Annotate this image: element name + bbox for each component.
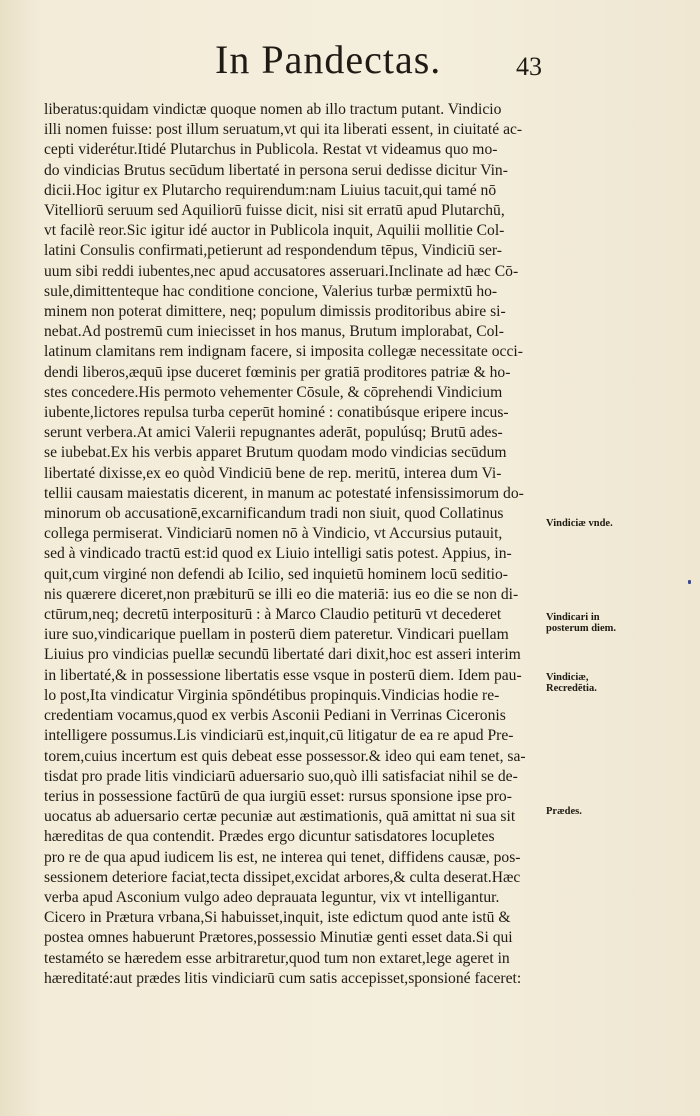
text-line: dicii.Hoc igitur ex Plutarcho requirendum:nam Liuius tacuit,qui tamé nō — [44, 181, 497, 199]
text-line: liberatus:quidam vindictæ quoque nomen ab illo tractum putant. Vindicio — [44, 101, 502, 118]
text-line: uocatus ab aduersario certæ pecuniæ aut æstimationis, quā amittat ni sua sit — [44, 808, 516, 826]
text-line: quit,cum virginé non defendi ab Icilio, sed inquietū hominem locū seditio- — [44, 565, 508, 583]
text-line: ctūrum,neq; decretū interpositurū : à Marco Claudio petiturū vt decederet — [44, 606, 502, 624]
text-line: sed à vindicado tractū est:id quod ex Liuio intelligi satis potest. Appius, in- — [44, 545, 512, 563]
text-line: iure suo,vindicarique puellam in posterū diem pateretur. Vindicari puellam — [44, 626, 509, 644]
text-line: latinum clamitans rem indignam facere, si imposita collegæ necessitate occi- — [44, 343, 523, 361]
text-line: minorum ob accusationē,excarnificandum tradi non siuit, quod Collatinus — [44, 505, 504, 523]
text-line: nis quærere diceret,non præbiturū se illi eo die materiā: ius eo die se non di- — [44, 585, 519, 603]
text-line: Cicero in Prætura vrbana,Si habuisset,inquit, iste edictum quod ante istū & — [44, 909, 511, 927]
text-line: iubente,lictores repulsa turba ceperūt hominé : conatibúsque eripere incus- — [44, 404, 509, 422]
text-line: postea omnes habuerunt Prætores,possessio Minutiæ genti esset data.Si qui — [44, 929, 513, 947]
text-line: vt facilè reor.Sic igitur idé auctor in Publicola inquit, Aquilii mollitie Col- — [44, 222, 505, 240]
text-line: hæreditas de qua contendit. Prædes ergo dicuntur satisdatores locupletes — [44, 828, 495, 846]
running-head-title: In Pandectas. — [215, 37, 442, 82]
text-line: cepti viderétur.Itidé Plutarchus in Publicola. Restat vt videamus quo mo- — [44, 141, 498, 159]
text-line: pro re de qua apud iudicem lis est, ne interea qui tenet, diffidens causæ, pos- — [44, 848, 521, 866]
text-line: latini Consulis confirmati,petierunt ad respondendum tēpus, Vindiciū ser- — [44, 242, 502, 260]
text-line: tellii causam maiestatis dicerent, in manum ac potestaté infensissimorum do- — [44, 484, 524, 502]
text-line: collega permiserat. Vindiciarū nomen nō à Vindicio, vt Accursius putauit, — [44, 525, 503, 543]
text-line: serunt verbera.At amici Valerii repugnantes aderāt, populúsq; Brutū ades- — [44, 424, 503, 442]
text-line: in libertaté,& in possessione libertatis esse vsque in posterū diem. Idem pau- — [44, 666, 522, 684]
text-line: terius in possessione factūrū de qua iurgiū esset: rursus sponsione ipse pro- — [44, 787, 512, 805]
text-line: sule,dimittenteque hac conditione concione, Valerius turbæ permixtū ho- — [44, 282, 498, 300]
text-line: nebat.Ad postremū cum iniecisset in hos manus, Brutum implorabat, Col- — [44, 323, 504, 341]
text-line: libertaté dixisse,ex eo quòd Vindiciū bene de rep. meritū, interea dum Vi- — [44, 464, 502, 482]
page-number: 43 — [516, 52, 542, 81]
text-line: minem non poterat dimittere, neq; populum dimissis proditoribus abire si- — [44, 303, 506, 321]
text-line: sessionem deteriore faciat,tecta dissipet,excidat arbores,& culta deserat.Hæc — [44, 868, 521, 886]
margin-note: Vindiciæ vnde. — [546, 518, 613, 529]
ink-speck — [688, 580, 691, 584]
text-line: testaméto se hæredem esse arbitraretur,quod tum non extaret,lege ageret in — [44, 949, 510, 967]
text-line: stes concedere.His permoto vehementer Cōsule, & cōprehendi Vindicium — [44, 383, 503, 401]
margin-note: Prædes. — [546, 806, 582, 817]
text-line: intelligere possumus.Lis vindiciarū est,inquit,cū litigatur de ea re apud Pre- — [44, 727, 514, 745]
text-line: hæreditaté:aut prædes litis vindiciarū cum satis accepisset,sponsioné faceret: — [44, 969, 522, 987]
margin-note: Vindicari in posterum diem. — [546, 612, 616, 634]
text-line: illi nomen fuisse: post illum seruatum,vt qui ita liberati essent, in ciuitaté ac- — [44, 121, 523, 139]
text-line: lo post,Ita vindicatur Virginia spōndétibus propinquis.Vindicias hodie re- — [44, 686, 500, 704]
text-line: dendi liberos,æquū ipse duceret fœminis per gratiā proditores patriæ & ho- — [44, 363, 511, 381]
text-line: credentiam vocamus,quod ex verbis Asconii Pediani in Verrinas Ciceronis — [44, 707, 506, 725]
margin-note: Vindiciæ, Recredētia. — [546, 672, 597, 694]
body-text-column — [44, 100, 544, 989]
text-line: tisdat pro prade litis vindiciarū aduersario suo,quò illi satisfaciat nihil se de- — [44, 767, 518, 785]
text-line: Liuius pro vindicias puellæ secundū libertaté dari dixit,hoc est asseri interim — [44, 646, 521, 664]
text-line: verba apud Asconium vulgo adeo deprauata leguntur, vix vt intelligantur. — [44, 888, 500, 906]
text-line: torem,cuius incertum est quis debeat esse possessor.& ideo qui eam tenet, sa- — [44, 747, 526, 765]
text-line: uum sibi reddi iubentes,nec apud accusatores asseruari.Inclinate ad hæc Cō- — [44, 262, 519, 280]
text-line: Vitelliorū seruum sed Aquiliorū fuisse dicit, nisi sit erratū apud Plutarchū, — [44, 202, 505, 220]
text-line: se iubebat.Ex his verbis apparet Brutum quodam modo vindicias secūdum — [44, 444, 507, 462]
text-line: do vindicias Brutus secūdum libertaté in persona serui dedisse dicitur Vin- — [44, 161, 508, 179]
